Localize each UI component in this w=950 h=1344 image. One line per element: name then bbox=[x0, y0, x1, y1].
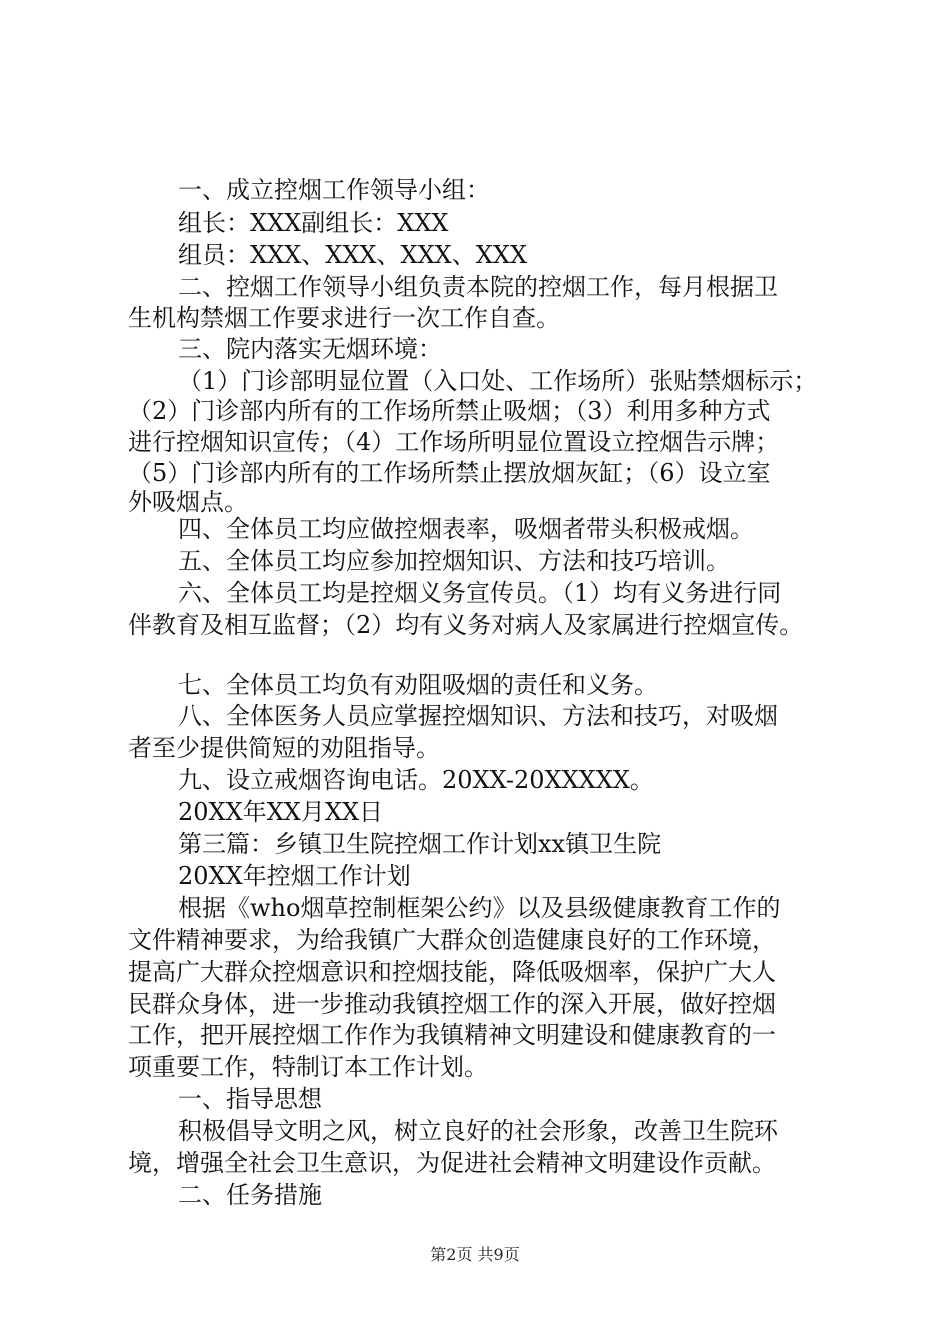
paragraph-line: 九、设立戒烟咨询电话。20XX-20XXXXX。 bbox=[178, 766, 654, 794]
heading-line: 一、成立控烟工作领导小组： bbox=[178, 176, 490, 204]
paragraph-line: 四、全体员工均应做控烟表率，吸烟者带头积极戒烟。 bbox=[178, 515, 754, 543]
paragraph-line: 提高广大群众控烟意识和控烟技能，降低吸烟率，保护广大人 bbox=[128, 958, 776, 986]
paragraph-line: 积极倡导文明之风，树立良好的社会形象，改善卫生院环 bbox=[178, 1117, 778, 1145]
section-subtitle: 20XX年控烟工作计划 bbox=[178, 862, 411, 890]
paragraph-line: 六、全体员工均是控烟义务宣传员。（1）均有义务进行同 bbox=[178, 579, 782, 607]
paragraph-line: （1）门诊部明显位置（入口处、工作场所）张贴禁烟标示； bbox=[178, 367, 818, 395]
section-title: 第三篇：乡镇卫生院控烟工作计划xx镇卫生院 bbox=[178, 830, 662, 858]
paragraph-line: 根据《who烟草控制框架公约》以及县级健康教育工作的 bbox=[178, 894, 781, 922]
paragraph-line: 五、全体员工均应参加控烟知识、方法和技巧培训。 bbox=[178, 547, 730, 575]
paragraph-line: 文件精神要求，为给我镇广大群众创造健康良好的工作环境， bbox=[128, 926, 776, 954]
paragraph-line: （2）门诊部内所有的工作场所禁止吸烟；（3）利用多种方式 bbox=[128, 397, 771, 425]
heading-line: 二、任务措施 bbox=[178, 1181, 322, 1209]
paragraph-line: 八、全体医务人员应掌握控烟知识、方法和技巧，对吸烟 bbox=[178, 702, 778, 730]
paragraph-line: 生机构禁烟工作要求进行一次工作自查。 bbox=[128, 304, 560, 332]
paragraph-line: 工作，把开展控烟工作作为我镇精神文明建设和健康教育的一 bbox=[128, 1021, 776, 1049]
page-number-footer: 第2页 共9页 bbox=[430, 1245, 520, 1264]
paragraph-line: 伴教育及相互监督；（2）均有义务对病人及家属进行控烟宣传。 bbox=[128, 611, 804, 639]
paragraph-line: 者至少提供简短的劝阻指导。 bbox=[128, 734, 440, 762]
paragraph-line: （5）门诊部内所有的工作场所禁止摆放烟灰缸；（6）设立室 bbox=[128, 459, 771, 487]
paragraph-line: 二、控烟工作领导小组负责本院的控烟工作，每月根据卫 bbox=[178, 273, 778, 301]
paragraph-line: 项重要工作，特制订本工作计划。 bbox=[128, 1053, 488, 1081]
paragraph-line: 七、全体员工均负有劝阻吸烟的责任和义务。 bbox=[178, 671, 658, 699]
heading-line: 一、指导思想 bbox=[178, 1085, 322, 1113]
paragraph-line: 进行控烟知识宣传；（4）工作场所明显位置设立控烟告示牌； bbox=[128, 428, 780, 456]
paragraph-line: 民群众身体，进一步推动我镇控烟工作的深入开展，做好控烟 bbox=[128, 990, 776, 1018]
date-line: 20XX年XX月XX日 bbox=[178, 798, 384, 826]
paragraph-line: 境，增强全社会卫生意识，为促进社会精神文明建设作贡献。 bbox=[128, 1149, 776, 1177]
text-line: 组长：XXX副组长：XXX bbox=[178, 209, 449, 237]
paragraph-line: 外吸烟点。 bbox=[128, 488, 248, 516]
heading-line: 三、院内落实无烟环境： bbox=[178, 335, 442, 363]
text-line: 组员：XXX、XXX、XXX、XXX bbox=[178, 241, 528, 269]
